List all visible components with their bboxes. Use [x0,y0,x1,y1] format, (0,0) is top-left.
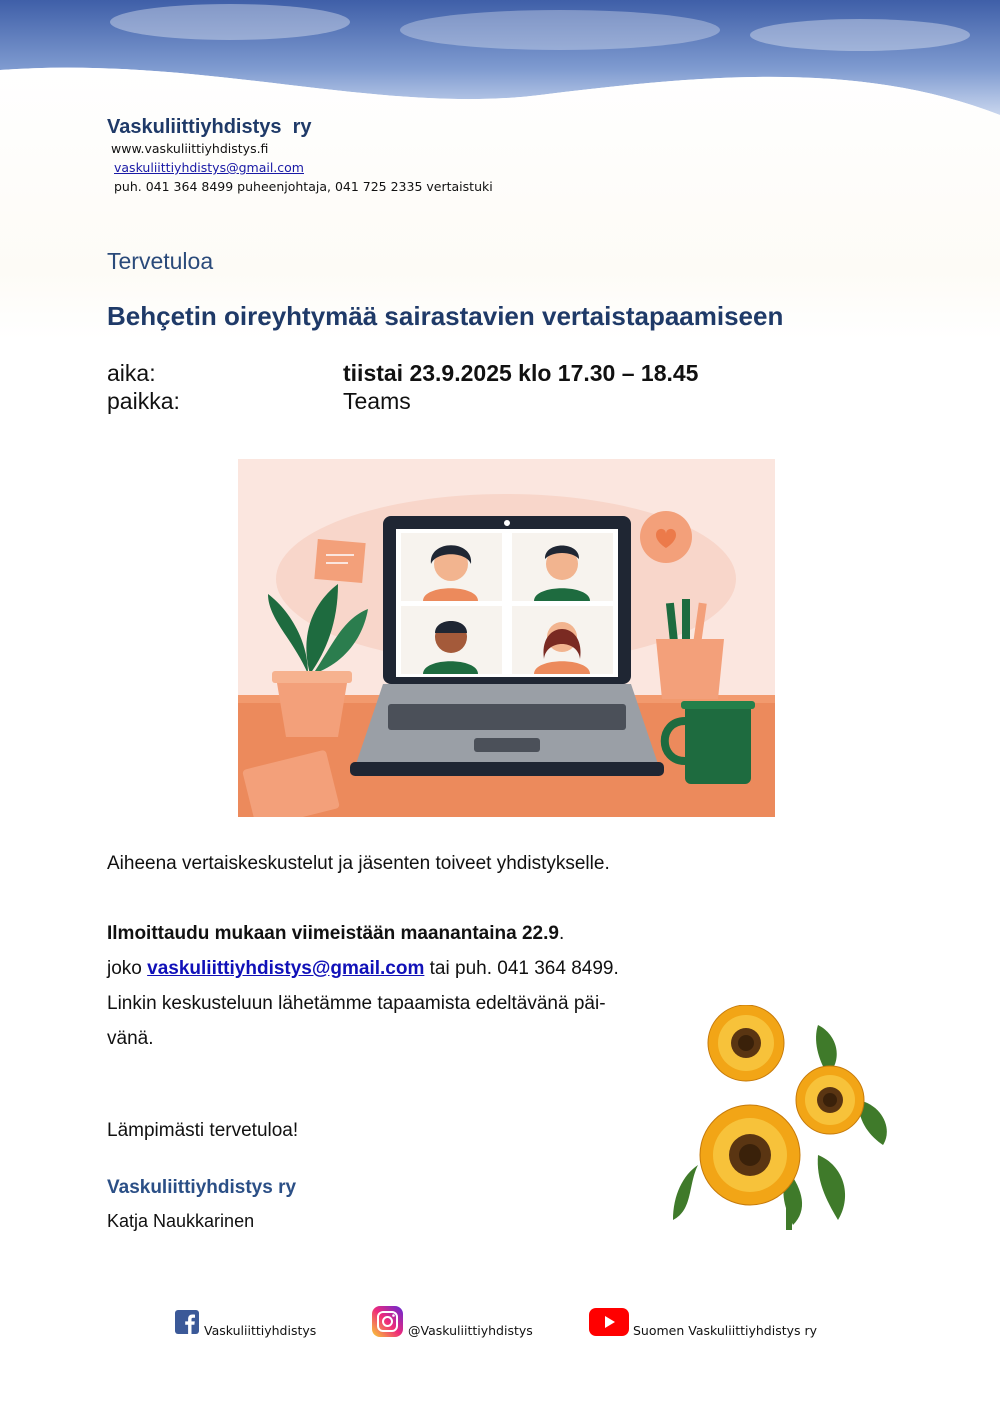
contact-line [107,951,619,986]
video-call-laptop-illustration [238,459,775,817]
place-label: paikka: [107,388,180,414]
instagram-icon[interactable] [372,1306,403,1337]
instagram-handle[interactable]: @Vaskuliittiyhdistys [408,1323,533,1338]
warm-welcome: Lämpimästi tervetuloa! [107,1120,299,1141]
youtube-channel[interactable]: Suomen Vaskuliittiyhdistys ry [633,1323,818,1338]
org-name: Vaskuliittiyhdistys ry [107,116,312,138]
phone-line: puh. 041 364 8499 puheenjohtaja, 041 725 2335 vertaistuki [114,179,493,194]
link-info-line2: vänä. [107,1028,154,1049]
signature-org: Vaskuliittiyhdistys ry [107,1177,297,1198]
contact-prefix: joko [107,958,148,979]
facebook-icon[interactable] [175,1310,199,1334]
youtube-icon[interactable] [589,1308,629,1336]
sunflowers-image [668,1005,896,1230]
contact-suffix: tai puh. 041 364 8499. [424,958,619,979]
place-value: Teams [343,388,411,414]
link-info-line1: Linkin keskusteluun lähetämme tapaamista edeltävänä päi- [107,993,606,1014]
contact-email-link[interactable]: vaskuliittiyhdistys@gmail.com [147,958,425,979]
register-end: . [558,923,565,944]
time-value: tiistai 23.9.2025 klo 17.30 – 18.45 [343,360,699,386]
signature-person: Katja Naukkarinen [107,1211,255,1231]
facebook-handle[interactable]: Vaskuliittiyhdistys [204,1323,317,1338]
email-link[interactable]: vaskuliittiyhdistys@gmail.com [114,160,304,175]
topic-text: Aiheena vertaiskeskustelut ja jäsenten toiveet yhdistykselle. [107,853,610,874]
register-deadline: Ilmoittaudu mukaan viimeistään maanantaina 22.9 [107,923,559,944]
page-title: Behçetin oireyhtymää sairastavien vertaistapaamiseen [107,301,784,331]
welcome-heading: Tervetuloa [107,248,214,274]
website[interactable]: www.vaskuliittiyhdistys.fi [111,141,269,156]
register-line [107,916,564,951]
time-label: aika: [107,360,156,386]
